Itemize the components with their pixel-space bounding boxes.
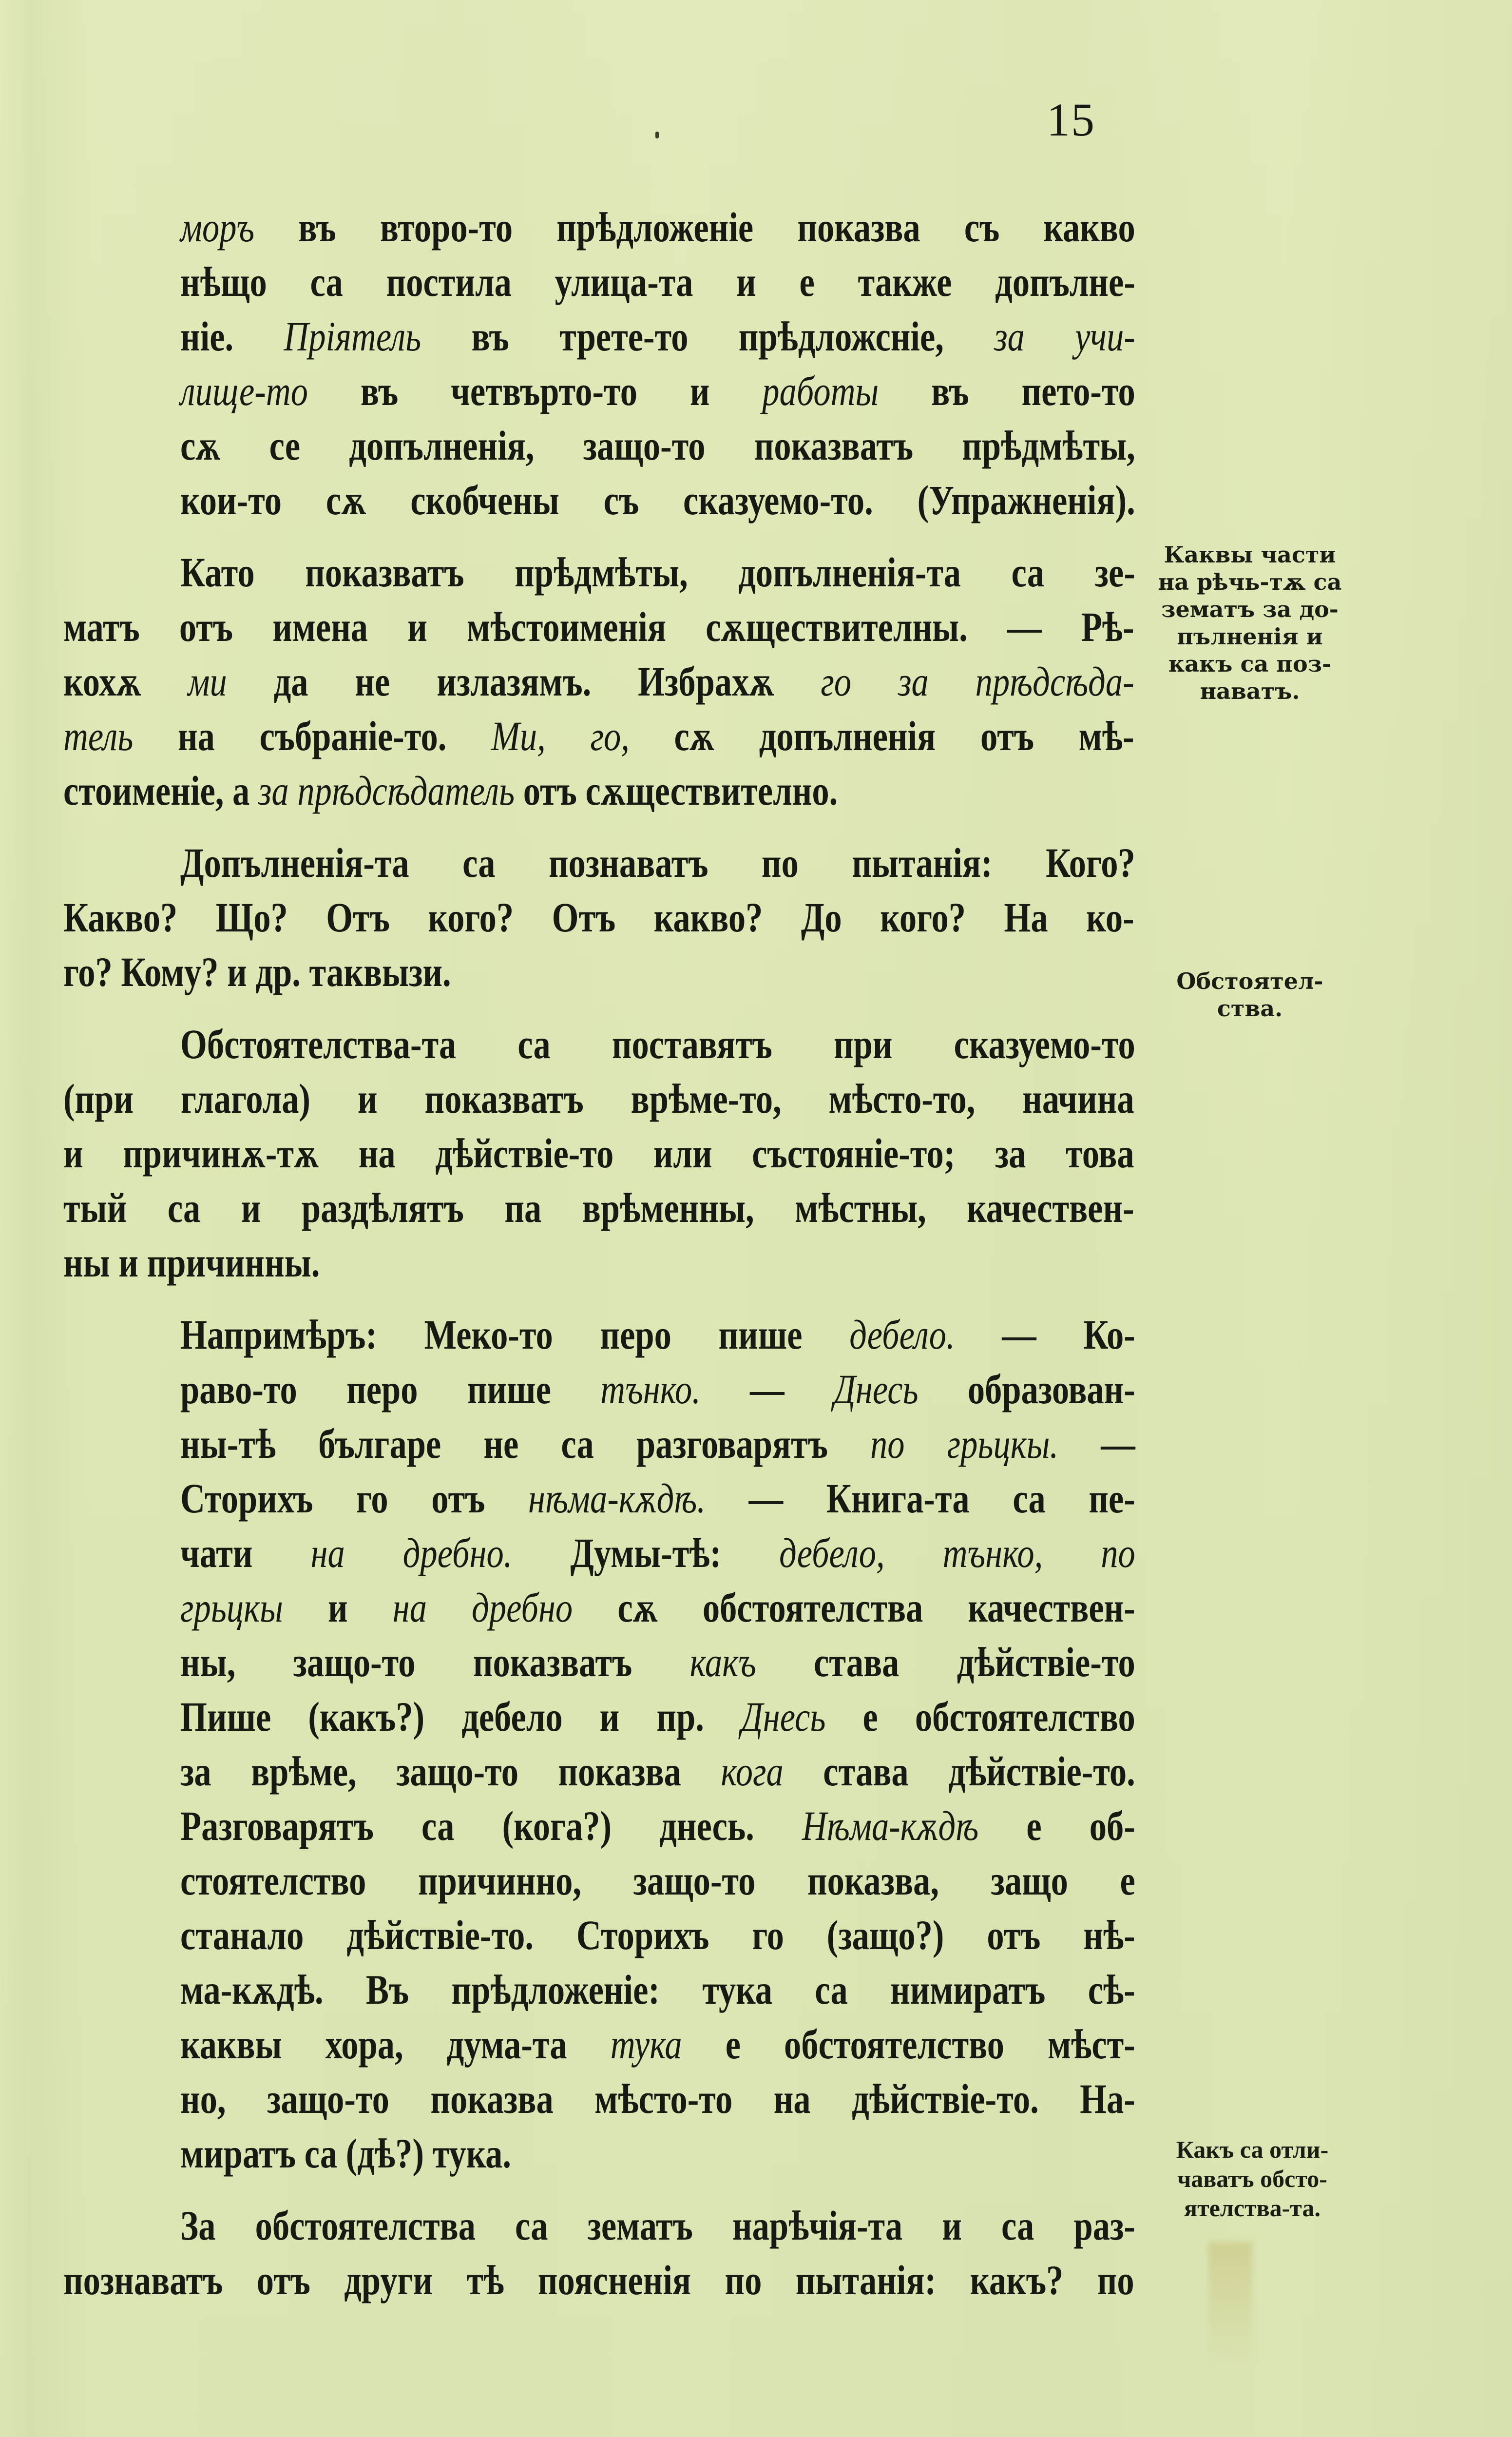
text-line [180, 1689, 1135, 1744]
text-run: става дѣйствіе-то. [783, 1748, 1135, 1795]
text-line [63, 2253, 1134, 2307]
text-run: познаватъ отъ други тѣ поясненія по пытанія: какъ? по [63, 2257, 1134, 2303]
italic-term: ми [188, 658, 227, 705]
text-run: нѣщо са постила улица-та и е также допълне- [180, 258, 1135, 305]
italic-term: дебело, тънко, по [779, 1529, 1135, 1576]
text-run: станало дѣйствіе-то. Сторихъ го (защо?) отъ нѣ- [180, 1912, 1135, 1958]
text-run: Като показватъ прѣдмѣты, допълненія-та са зе- [180, 549, 1135, 596]
text-run: отъ сѫществително. [515, 767, 838, 814]
margin-note-line: Какъ са отли- [1176, 2136, 1329, 2163]
margin-note-line: наватъ. [1200, 678, 1300, 704]
text-run: е об- [978, 1802, 1135, 1849]
text-line [180, 2126, 1135, 2181]
text-run: Допълненія-та са познаватъ по пытанія: Кого? [180, 839, 1135, 886]
text-line [63, 1235, 1134, 1290]
text-run: Какво? Що? Отъ кого? Отъ какво? До кого? На ко- [63, 894, 1134, 941]
text-line [180, 418, 1135, 473]
text-run: и [283, 1584, 393, 1631]
margin-note-line: ства. [1217, 995, 1283, 1022]
text-line [180, 1362, 1135, 1416]
text-run: чати [180, 1529, 311, 1576]
text-run: ма-кѫдѣ. Въ прѣдложеніе: тука са нимиратъ сѣ- [180, 1966, 1135, 2013]
text-run: и причинѫ-тѫ на дѣйствіе-то или състояніе-то; за това [63, 1130, 1134, 1177]
paragraph-gap [180, 2181, 1135, 2198]
italic-term: по грьцкы. [870, 1420, 1059, 1467]
text-run: Напримѣръ: Меко-то перо пише [180, 1311, 850, 1358]
text-run: въ четвърто-то и [307, 367, 763, 414]
text-run: кохѫ [63, 658, 188, 705]
text-run: — Ко- [955, 1311, 1135, 1358]
margin-note-line: на рѣчь-тѫ са [1158, 569, 1342, 595]
text-line [180, 200, 1135, 254]
italic-term: нѣма-кѫдѣ. [528, 1475, 706, 1522]
margin-note-line: чаватъ обсто- [1177, 2165, 1327, 2192]
text-run: Пише (какъ?) дебело и пр. [180, 1693, 741, 1740]
italic-term: тука [610, 2021, 682, 2068]
italic-term: тънко. [600, 1366, 701, 1412]
text-run: раво-то перо пише [180, 1366, 601, 1412]
text-line [63, 600, 1134, 654]
italic-term: грьцкы [180, 1584, 283, 1631]
ink-speck [655, 132, 659, 138]
text-run: е обстоятелство мѣст- [682, 2021, 1135, 2068]
text-line [180, 1526, 1135, 1580]
text-line [180, 473, 1135, 527]
text-run: стоименіе, а [63, 767, 258, 814]
text-line [180, 1017, 1135, 1071]
margin-note-line: Обстоятел- [1176, 968, 1323, 994]
body-text [63, 200, 1135, 2307]
text-line [180, 1744, 1135, 1799]
text-line [180, 2198, 1135, 2253]
italic-term: работы [762, 367, 879, 414]
text-run: (при глагола) и показватъ врѣме-то, мѣсто-то, начина [63, 1075, 1134, 1122]
text-run: кои-то сѫ скобчены съ сказуемо-то. (Упражненія). [180, 477, 1135, 523]
italic-term: Нѣма-кѫдѣ [802, 1802, 979, 1849]
text-run: на събраніе-то. [133, 713, 492, 759]
italic-term: на дребно. [310, 1529, 513, 1576]
italic-term: лище-то [180, 367, 308, 414]
italic-term: за прѣдсѣдатель [258, 767, 515, 814]
text-run: ны-тѣ българе не са разговарятъ [180, 1420, 871, 1467]
italic-term: дебело. [849, 1311, 955, 1358]
text-line [180, 1307, 1135, 1362]
page-number: 15 [1047, 94, 1095, 146]
text-run: каквы хора, дума-та [180, 2021, 611, 2068]
text-run: е обстоятелство [825, 1693, 1135, 1740]
italic-term: кога [721, 1748, 784, 1795]
text-line [63, 890, 1134, 945]
text-run: тый са и раздѣлятъ па врѣменны, мѣстны, качествен- [63, 1184, 1134, 1231]
text-run: но, защо-то показва мѣсто-то на дѣйствіе-то. На- [180, 2075, 1135, 2122]
margin-note-line: Каквы части [1164, 542, 1336, 568]
text-line [180, 1962, 1135, 2017]
text-run: въ трете-то прѣдложсніе, [421, 313, 995, 360]
paragraph-gap [180, 999, 1135, 1017]
text-line [63, 763, 1134, 818]
text-run: го? Кому? и др. таквызи. [63, 948, 451, 995]
text-run: Сторихъ го отъ [180, 1475, 529, 1522]
margin-note-line: какъ са поз- [1168, 651, 1332, 677]
text-line [180, 1416, 1135, 1471]
text-line [63, 1180, 1134, 1235]
text-run: сѫ се допълненія, защо-то показватъ прѣдмѣты, [180, 422, 1135, 469]
text-run: образован- [918, 1366, 1135, 1412]
italic-term: на дребно [392, 1584, 573, 1631]
text-run: сѫ обстоятелства качествен- [573, 1584, 1135, 1631]
text-line [180, 2071, 1135, 2126]
text-run: въ пето-то [879, 367, 1135, 414]
text-run: въ второ-то прѣдложеніе показва съ какво [254, 204, 1135, 251]
paragraph-gap [180, 1290, 1135, 1307]
text-run: ны, защо-то показватъ [180, 1639, 690, 1685]
text-run: матъ отъ имена и мѣстоименія сѫществителны. — Рѣ- [63, 603, 1134, 650]
text-line [180, 1908, 1135, 1962]
text-line [180, 1799, 1135, 1853]
text-run: Думы-тѣ: [512, 1529, 780, 1576]
italic-term: Днесь [833, 1366, 919, 1412]
text-line [180, 835, 1135, 890]
text-line [63, 709, 1134, 763]
text-line [180, 254, 1135, 309]
paragraph-gap [180, 527, 1135, 545]
text-line [180, 1471, 1135, 1526]
text-line [180, 1635, 1135, 1689]
text-line [63, 1126, 1134, 1180]
text-run: — [700, 1366, 834, 1412]
margin-note-circumstances [1165, 967, 1335, 1022]
margin-note-line: зематъ за до- [1161, 596, 1339, 622]
text-run: Разговарятъ са (кога?) днесь. [180, 1802, 802, 1849]
text-run: Обстоятелства-та са поставятъ при сказуемо-то [180, 1021, 1135, 1067]
text-line [63, 1071, 1134, 1126]
italic-term: Пріятель [284, 313, 421, 360]
text-line [63, 945, 1134, 999]
margin-note-line: ятелства-та. [1184, 2194, 1321, 2222]
paragraph-gap [180, 818, 1135, 835]
text-run: За обстоятелства са зематъ нарѣчія-та и са раз- [180, 2202, 1135, 2249]
italic-term: го за прѣдсѣда- [821, 658, 1134, 705]
italic-term: за учи- [994, 313, 1135, 360]
text-line [180, 545, 1135, 600]
text-run: — Книга-та са пе- [705, 1475, 1135, 1522]
italic-term: Ми, го, [491, 713, 630, 759]
italic-term: моръ [180, 204, 255, 251]
paper-stain [1208, 2242, 1252, 2369]
text-run: миратъ са (дѣ?) тука. [180, 2130, 512, 2177]
italic-term: тель [63, 713, 134, 759]
text-line [180, 1580, 1135, 1635]
text-run: да не излазямъ. Избрахѫ [227, 658, 821, 705]
text-run: стоятелство причинно, защо-то показва, защо е [180, 1857, 1135, 1904]
text-line [63, 654, 1134, 709]
margin-note-complements [1143, 541, 1357, 705]
text-run: сѫ допълненія отъ мѣ- [629, 713, 1134, 759]
italic-term: Днесь [741, 1693, 826, 1740]
text-run: ны и причинны. [63, 1239, 320, 1286]
text-line [180, 1853, 1135, 1908]
text-line [180, 309, 1135, 364]
text-line [180, 2017, 1135, 2071]
text-run: ніе. [180, 313, 284, 360]
text-run: става дѣйствіе-то [756, 1639, 1135, 1685]
text-line [180, 364, 1135, 418]
text-run: за врѣме, защо-то показва [180, 1748, 721, 1795]
margin-note-distinguishing [1135, 2135, 1369, 2223]
margin-note-line: пълненія и [1177, 623, 1323, 650]
text-run: — [1058, 1420, 1135, 1467]
italic-term: какъ [689, 1639, 756, 1685]
